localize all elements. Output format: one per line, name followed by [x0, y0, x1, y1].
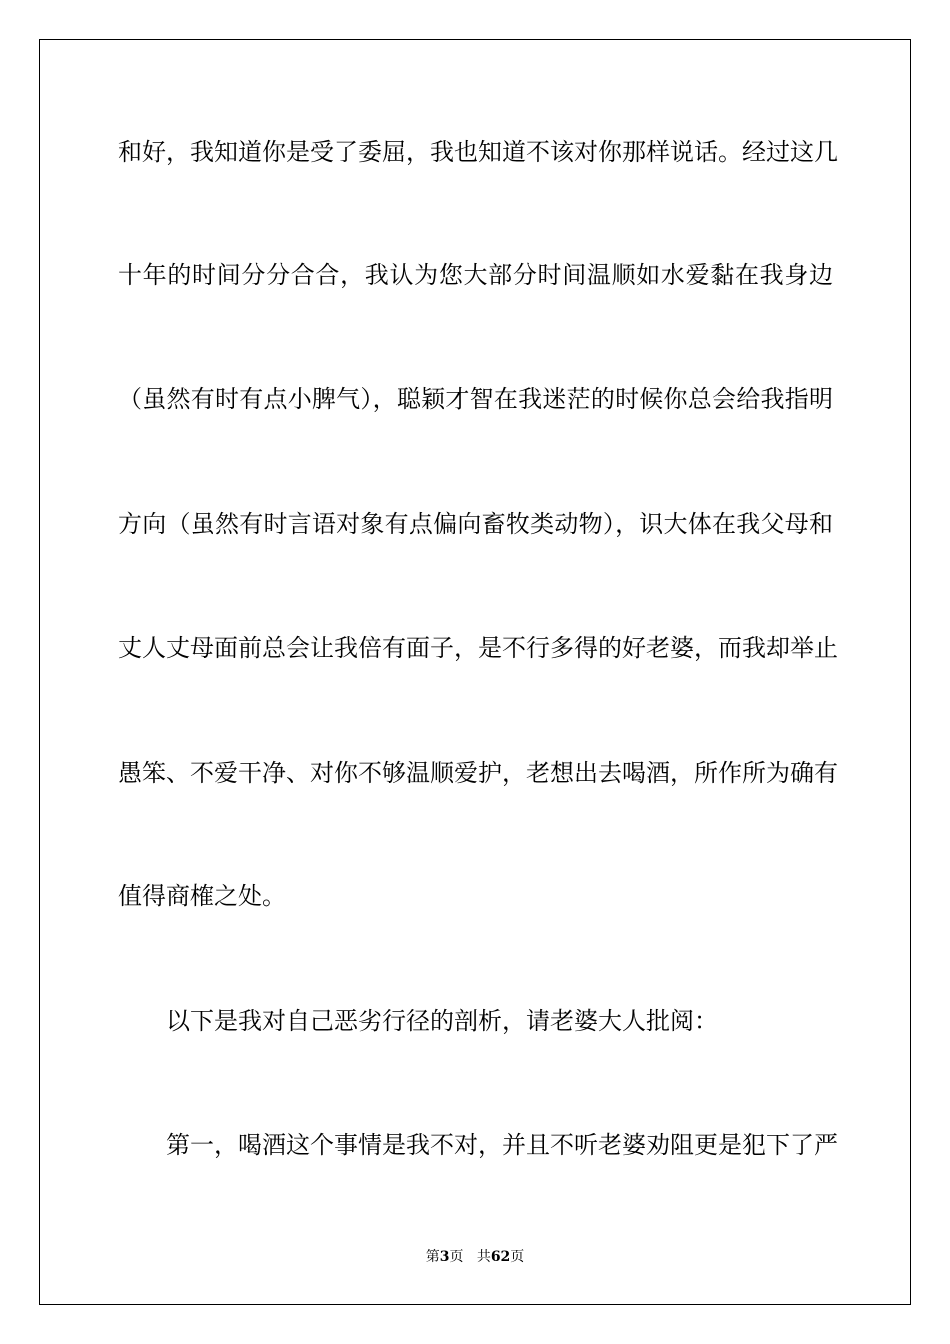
body-line-6: 愚笨、不爱干净、对你不够温顺爱护，老想出去喝酒，所作所为确有	[118, 759, 838, 787]
body-line-4: 方向（虽然有时言语对象有点偏向畜牧类动物），识大体在我父母和	[118, 510, 833, 538]
body-line-3: （虽然有时有点小脾气），聪颖才智在我迷茫的时候你总会给我指明	[118, 385, 833, 413]
body-line-8: 以下是我对自己恶劣行径的剖析，请老婆大人批阅：	[166, 1007, 718, 1035]
footer-page-number: 3	[439, 1249, 450, 1265]
body-line-9: 第一，喝酒这个事情是我不对，并且不听老婆劝阻更是犯下了严	[166, 1131, 838, 1159]
body-line-5: 丈人丈母面前总会让我倍有面子，是不行多得的好老婆，而我却举止	[118, 634, 838, 662]
body-line-2: 十年的时间分分合合，我认为您大部分时间温顺如水爱黏在我身边	[118, 261, 833, 289]
footer-total-pages: 62	[490, 1249, 511, 1265]
page-footer	[0, 1248, 950, 1266]
footer-total-suffix: 页	[510, 1249, 525, 1265]
footer-page-suffix: 页	[449, 1249, 464, 1265]
body-line-1: 和好，我知道你是受了委屈，我也知道不该对你那样说话。经过这几	[118, 138, 838, 166]
footer-total-label: 共	[476, 1249, 491, 1265]
footer-page-label: 第	[425, 1249, 440, 1265]
body-line-7: 值得商榷之处。	[118, 882, 286, 910]
page-border	[39, 39, 911, 1305]
